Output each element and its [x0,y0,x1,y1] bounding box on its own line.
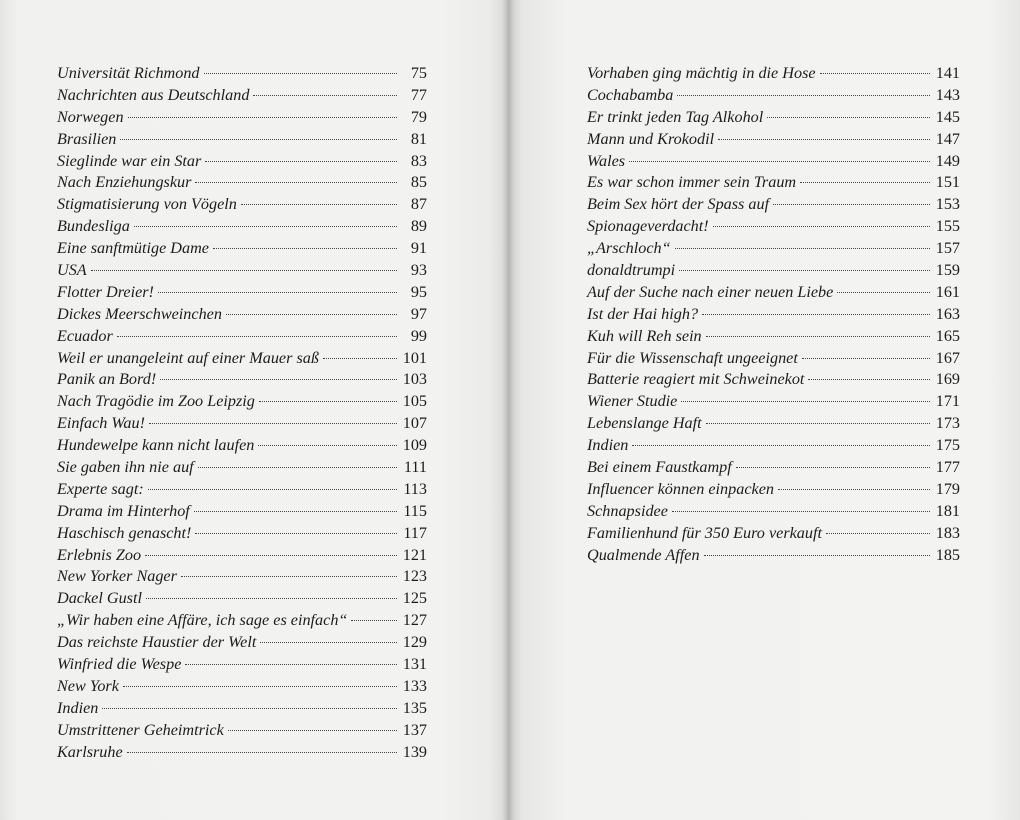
toc-entry [57,282,427,304]
toc-entry-title: Dackel Gustl [57,589,142,608]
toc-entry-title: Ecuador [57,326,113,345]
toc-entry-page-number: 137 [402,720,427,739]
toc-entry-title: Mann und Krokodil [587,129,715,148]
toc-entry [57,348,427,370]
dot-leader [127,752,397,753]
dot-leader [198,467,397,468]
toc-entry-page-number: 99 [410,326,427,345]
dot-leader [185,664,397,665]
toc-entry-title: Experte sagt: [57,479,144,498]
toc-entry-page-number: 145 [935,107,960,126]
toc-entry [57,545,427,567]
toc-entry-page-number: 147 [935,129,960,148]
dot-leader [808,379,930,380]
toc-entry [587,348,960,370]
toc-entry [587,391,960,413]
toc-entry [587,151,960,173]
toc-entry [57,172,427,194]
toc-entry [57,151,427,173]
toc-entry [57,501,427,523]
dot-leader [826,533,930,534]
toc-entry-title: Ist der Hai high? [587,304,699,323]
dot-leader [706,423,930,424]
toc-entry [587,107,960,129]
toc-entry [587,85,960,107]
dot-leader [679,270,930,271]
toc-entry-page-number: 101 [402,348,427,367]
toc-entry-title: Lebenslange Haft [587,414,702,433]
toc-entry [57,435,427,457]
toc-entry-title: Indien [57,698,99,717]
dot-leader [736,467,930,468]
dot-leader [258,445,397,446]
toc-entry-title: Winfried die Wespe [57,655,182,674]
toc-entry-title: Das reichste Haustier der Welt [57,633,257,652]
toc-entry [57,238,427,260]
toc-entry-page-number: 169 [935,370,960,389]
toc-entry-page-number: 77 [410,85,427,104]
toc-entry [587,457,960,479]
toc-entry-title: Kuh will Reh sein [587,326,702,345]
toc-entry-page-number: 85 [410,173,427,192]
toc-entry-title: Stigmatisierung von Vögeln [57,195,237,214]
toc-entry-title: Brasilien [57,129,117,148]
toc-entry [57,742,427,764]
toc-entry [587,260,960,282]
toc-entry-page-number: 149 [935,151,960,170]
toc-entry-title: Universität Richmond [57,64,200,82]
toc-entry-title: Vorhaben ging mächtig in die Hose [587,64,816,82]
toc-entry-page-number: 181 [935,501,960,520]
toc-entry [587,304,960,326]
toc-entry-title: Cochabamba [587,85,674,104]
toc-entry-title: Hundewelpe kann nicht laufen [57,436,255,455]
toc-entry-page-number: 175 [935,436,960,455]
left-page [0,0,508,820]
toc-entry-page-number: 167 [935,348,960,367]
toc-entry [57,107,427,129]
table-of-contents-right [587,63,960,566]
toc-entry [57,85,427,107]
toc-entry [587,479,960,501]
toc-entry [57,260,427,282]
toc-entry-page-number: 155 [935,217,960,236]
toc-entry-title: Nachrichten aus Deutschland [57,85,250,104]
toc-entry-title: Sie gaben ihn nie auf [57,458,194,477]
toc-entry-title: Für die Wissenschaft ungeeignet [587,348,798,367]
dot-leader [323,358,397,359]
dot-leader [194,511,397,512]
dot-leader [228,730,397,731]
toc-entry [57,457,427,479]
toc-entry-page-number: 177 [935,458,960,477]
toc-entry [57,479,427,501]
dot-leader [837,292,930,293]
dot-leader [91,270,397,271]
dot-leader [253,95,397,96]
toc-entry-page-number: 93 [410,261,427,280]
toc-entry-title: Einfach Wau! [57,414,145,433]
dot-leader [102,708,397,709]
dot-leader [195,533,397,534]
toc-entry-title: Nach Enziehungskur [57,173,192,192]
toc-entry [57,654,427,676]
toc-entry-title: Wiener Studie [587,392,678,411]
dot-leader [213,248,397,249]
dot-leader [205,161,397,162]
toc-entry-page-number: 89 [410,217,427,236]
toc-entry-title: Weil er unangeleint auf einer Mauer saß [57,348,319,367]
toc-entry [587,545,960,567]
toc-entry-page-number: 141 [935,64,960,82]
toc-entry-title: Batterie reagiert mit Schweinekot [587,370,805,389]
toc-entry [57,588,427,610]
dot-leader [778,489,930,490]
dot-leader [820,73,930,74]
dot-leader [158,292,397,293]
toc-entry-title: Drama im Hinterhof [57,501,190,520]
toc-entry [57,194,427,216]
toc-entry-page-number: 127 [402,611,427,630]
toc-entry [57,326,427,348]
dot-leader [226,314,397,315]
dot-leader [148,489,397,490]
toc-entry-page-number: 173 [935,414,960,433]
toc-entry-page-number: 179 [935,479,960,498]
toc-entry-title: Qualmende Affen [587,545,700,564]
dot-leader [351,620,397,621]
toc-entry-title: Dickes Meerschweinchen [57,304,222,323]
toc-entry-title: Haschisch genascht! [57,523,192,542]
toc-entry-page-number: 111 [403,458,427,477]
dot-leader [713,226,930,227]
toc-entry-page-number: 79 [410,107,427,126]
toc-entry-page-number: 123 [402,567,427,586]
toc-entry [57,698,427,720]
toc-entry-page-number: 117 [403,523,427,542]
toc-entry-page-number: 153 [935,195,960,214]
toc-entry-page-number: 183 [935,523,960,542]
toc-entry [57,129,427,151]
toc-entry [587,63,960,85]
toc-entry [587,501,960,523]
toc-entry-page-number: 125 [402,589,427,608]
toc-entry-title: Es war schon immer sein Traum [587,173,797,192]
toc-entry [57,566,427,588]
dot-leader [149,423,397,424]
toc-entry-title: Sieglinde war ein Star [57,151,202,170]
dot-leader [681,401,930,402]
toc-entry-title: Auf der Suche nach einer neuen Liebe [587,282,834,301]
toc-entry [587,435,960,457]
toc-entry-title: Spionageverdacht! [587,217,709,236]
toc-entry-title: Influencer können einpacken [587,479,774,498]
toc-entry-title: Flotter Dreier! [57,282,154,301]
toc-entry-page-number: 75 [410,64,427,82]
dot-leader [677,95,930,96]
toc-entry-title: Nach Tragödie im Zoo Leipzig [57,392,255,411]
toc-entry [57,216,427,238]
toc-entry [587,369,960,391]
toc-entry-title: Er trinkt jeden Tag Alkohol [587,107,764,126]
toc-entry-title: Indien [587,436,629,455]
dot-leader [702,314,930,315]
toc-entry [587,282,960,304]
toc-entry-page-number: 151 [935,173,960,192]
toc-entry-page-number: 97 [410,304,427,323]
toc-entry [57,720,427,742]
dot-leader [259,401,397,402]
toc-entry [57,523,427,545]
toc-entry-title: Eine sanftmütige Dame [57,239,209,258]
toc-entry [587,172,960,194]
toc-entry-page-number: 129 [402,633,427,652]
toc-entry-page-number: 131 [402,655,427,674]
toc-entry-title: „Arschloch“ [587,239,671,258]
toc-entry-page-number: 163 [935,304,960,323]
dot-leader [773,204,930,205]
toc-entry-page-number: 139 [402,742,427,761]
toc-entry-title: Norwegen [57,107,124,126]
dot-leader [120,139,397,140]
dot-leader [181,576,397,577]
dot-leader [204,73,397,74]
dot-leader [629,161,930,162]
dot-leader [145,555,397,556]
dot-leader [706,336,930,337]
toc-entry-page-number: 171 [935,392,960,411]
dot-leader [767,117,930,118]
toc-entry-title: Schnapsidee [587,501,668,520]
toc-entry [57,676,427,698]
toc-entry-title: Wales [587,151,626,170]
toc-entry-title: USA [57,261,87,280]
toc-entry [587,413,960,435]
toc-entry-page-number: 133 [402,676,427,695]
toc-entry-title: Beim Sex hört der Spass auf [587,195,770,214]
toc-entry-page-number: 161 [935,282,960,301]
book-gutter [502,0,514,820]
toc-entry [57,391,427,413]
toc-entry-page-number: 107 [402,414,427,433]
dot-leader [241,204,397,205]
toc-entry-page-number: 81 [410,129,427,148]
toc-entry-title: Karlsruhe [57,742,123,761]
toc-entry-title: Panik an Bord! [57,370,157,389]
toc-entry-title: Bundesliga [57,217,130,236]
toc-entry [57,369,427,391]
toc-entry-title: „Wir haben eine Affäre, ich sage es einfach“ [57,611,348,630]
toc-entry-page-number: 95 [410,282,427,301]
dot-leader [160,379,397,380]
toc-entry [587,194,960,216]
toc-entry-page-number: 115 [403,501,427,520]
toc-entry [57,632,427,654]
toc-entry [57,413,427,435]
dot-leader [123,686,397,687]
table-of-contents-left [57,63,427,764]
toc-entry-page-number: 159 [935,261,960,280]
toc-entry-page-number: 105 [402,392,427,411]
dot-leader [128,117,397,118]
dot-leader [134,226,397,227]
dot-leader [704,555,930,556]
dot-leader [675,248,930,249]
toc-entry-page-number: 143 [935,85,960,104]
dot-leader [672,511,930,512]
toc-entry-title: New Yorker Nager [57,567,177,586]
toc-entry-page-number: 135 [402,698,427,717]
toc-entry [57,304,427,326]
toc-entry-page-number: 157 [935,239,960,258]
toc-entry [587,523,960,545]
dot-leader [800,182,930,183]
toc-entry-title: Erlebnis Zoo [57,545,142,564]
toc-entry-title: New York [57,676,119,695]
toc-entry-page-number: 91 [410,239,427,258]
dot-leader [802,358,930,359]
dot-leader [117,336,397,337]
toc-entry-page-number: 185 [935,545,960,564]
toc-entry-page-number: 113 [403,479,427,498]
toc-entry [587,238,960,260]
dot-leader [146,598,397,599]
toc-entry-title: Familienhund für 350 Euro verkauft [587,523,822,542]
dot-leader [195,182,397,183]
toc-entry-page-number: 83 [410,151,427,170]
toc-entry-page-number: 87 [410,195,427,214]
toc-entry-page-number: 121 [402,545,427,564]
dot-leader [718,139,930,140]
dot-leader [632,445,930,446]
toc-entry [57,610,427,632]
toc-entry [57,63,427,85]
toc-entry [587,326,960,348]
toc-entry-title: Umstrittener Geheimtrick [57,720,224,739]
toc-entry [587,216,960,238]
toc-entry-page-number: 103 [402,370,427,389]
toc-entry-title: Bei einem Faustkampf [587,458,732,477]
dot-leader [260,642,397,643]
toc-entry-page-number: 165 [935,326,960,345]
toc-entry-title: donaldtrumpi [587,261,676,280]
right-page [508,0,1020,820]
toc-entry-page-number: 109 [402,436,427,455]
toc-entry [587,129,960,151]
